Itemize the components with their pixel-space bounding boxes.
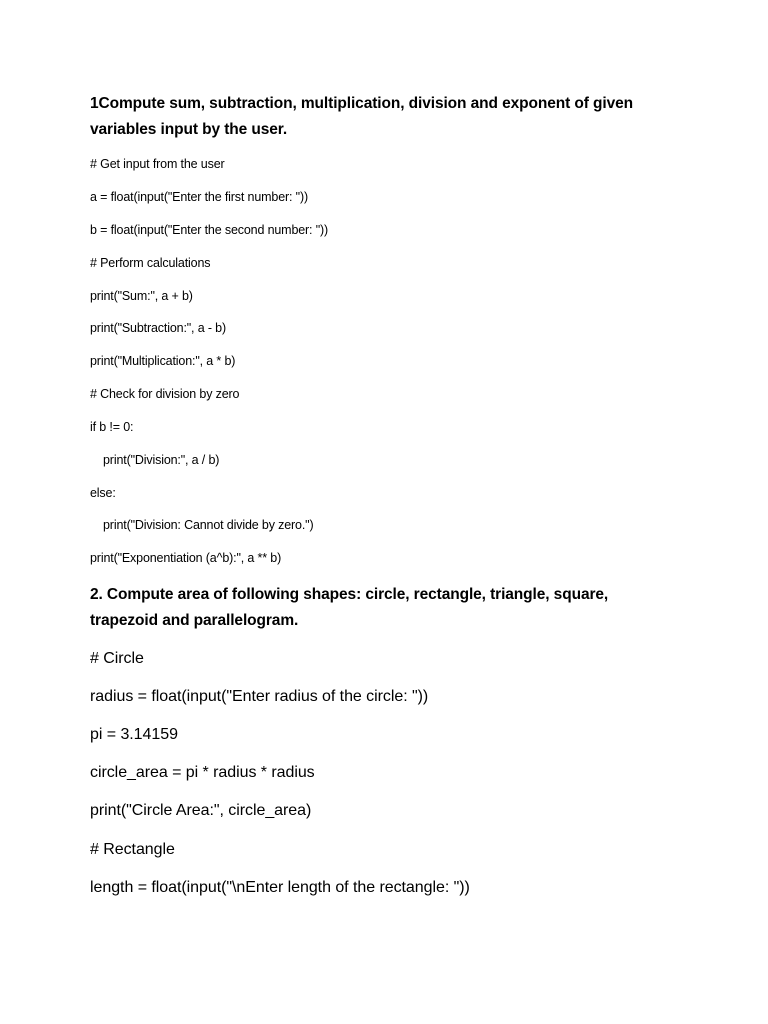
code-line: b = float(input("Enter the second number: ")) [90, 223, 329, 237]
code-line: # Circle [90, 650, 144, 667]
code-line: # Check for division by zero [90, 387, 240, 401]
code-line: circle_area = pi * radius * radius [90, 764, 315, 781]
code-line: print("Circle Area:", circle_area) [90, 802, 312, 819]
section1-heading-line1: 1Compute sum, subtraction, multiplication, division and exponent of given [90, 95, 633, 112]
section2-heading-line2: trapezoid and parallelogram. [90, 612, 299, 629]
code-line: print("Division: Cannot divide by zero.") [103, 518, 314, 532]
code-line: else: [90, 486, 116, 500]
code-line: print("Division:", a / b) [103, 453, 220, 467]
code-line: pi = 3.14159 [90, 726, 178, 743]
code-line: radius = float(input("Enter radius of the circle: ")) [90, 688, 429, 705]
code-line: a = float(input("Enter the first number: ")) [90, 190, 308, 204]
section2-heading-line1: 2. Compute area of following shapes: circle, rectangle, triangle, square, [90, 586, 609, 603]
code-line: print("Sum:", a + b) [90, 289, 193, 303]
code-line: # Rectangle [90, 841, 175, 858]
section1-heading-line2: variables input by the user. [90, 121, 288, 138]
code-line: if b != 0: [90, 420, 134, 434]
code-line: print("Exponentiation (a^b):", a ** b) [90, 551, 282, 565]
code-line: print("Multiplication:", a * b) [90, 354, 236, 368]
code-line: length = float(input("\nEnter length of the rectangle: ")) [90, 879, 470, 896]
code-line: # Perform calculations [90, 256, 211, 270]
code-line: # Get input from the user [90, 157, 225, 171]
code-line: print("Subtraction:", a - b) [90, 321, 226, 335]
